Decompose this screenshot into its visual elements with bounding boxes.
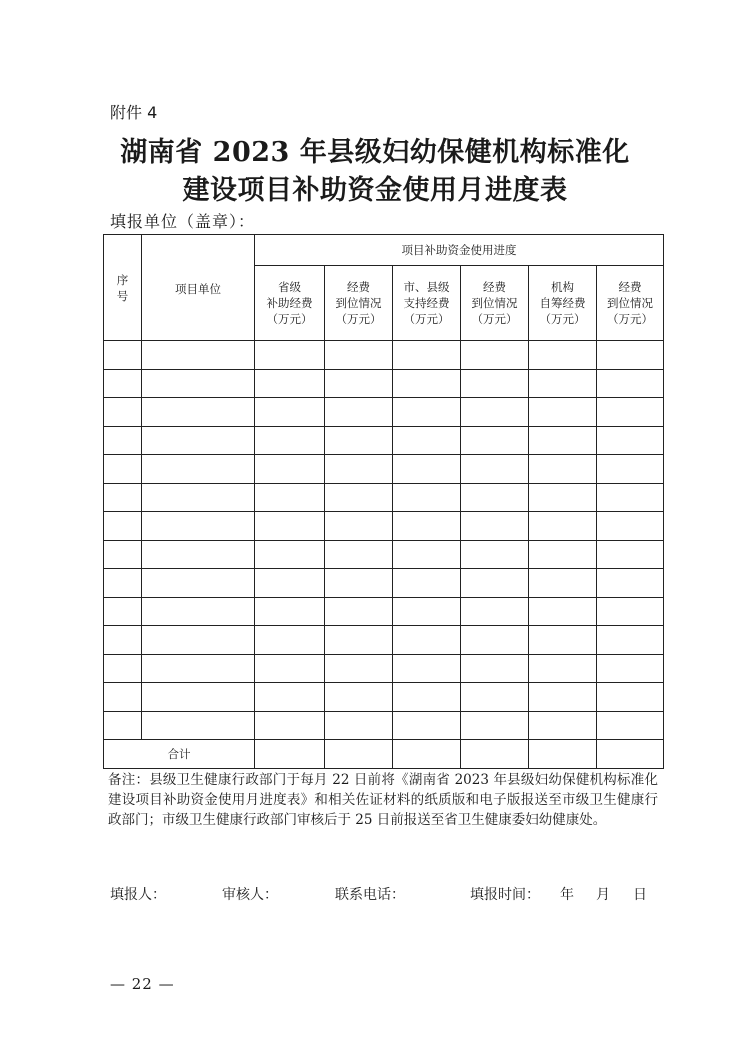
table-cell <box>529 398 597 427</box>
table-cell <box>597 597 664 626</box>
table-cell <box>461 569 529 598</box>
table-cell <box>393 369 461 398</box>
table-cell <box>325 540 393 569</box>
table-cell <box>461 654 529 683</box>
table-cell <box>461 398 529 427</box>
table-row <box>104 683 664 712</box>
page-number: — 22 — <box>110 975 175 993</box>
table-cell <box>104 426 142 455</box>
total-cell <box>529 740 597 769</box>
table-cell <box>393 426 461 455</box>
table-cell <box>104 369 142 398</box>
table-cell <box>597 369 664 398</box>
table-cell <box>104 483 142 512</box>
table-cell <box>529 711 597 740</box>
table-cell <box>393 455 461 484</box>
table-row <box>104 369 664 398</box>
table-cell <box>393 683 461 712</box>
document-title-line1: 湖南省 2023 年县级妇幼保健机构标准化 <box>120 137 630 168</box>
table-cell <box>255 540 325 569</box>
table-cell <box>461 512 529 541</box>
header-city-county-support: 市、县级 支持经费 （万元） <box>393 266 461 341</box>
table-cell <box>142 369 255 398</box>
table-cell <box>255 683 325 712</box>
table-cell <box>529 626 597 655</box>
fill-unit-label: 填报单位（盖章）： <box>110 212 256 231</box>
table-cell <box>142 512 255 541</box>
table-cell <box>104 341 142 370</box>
table-cell <box>325 455 393 484</box>
table-cell <box>461 597 529 626</box>
table-cell <box>597 569 664 598</box>
table-cell <box>597 398 664 427</box>
table-cell <box>325 626 393 655</box>
table-cell <box>597 426 664 455</box>
table-cell <box>325 483 393 512</box>
table-cell <box>255 569 325 598</box>
day-label: 日 <box>633 887 647 903</box>
filler-label: 填报人： <box>110 887 166 903</box>
table-cell <box>255 426 325 455</box>
reviewer-label: 审核人： <box>222 887 278 903</box>
table-cell <box>142 341 255 370</box>
table-cell <box>393 483 461 512</box>
header-self-raised: 机构 自筹经费 （万元） <box>529 266 597 341</box>
table-cell <box>461 426 529 455</box>
table-cell <box>461 540 529 569</box>
table-cell <box>325 398 393 427</box>
table-cell <box>529 483 597 512</box>
table-cell <box>104 512 142 541</box>
fill-time-label: 填报时间： <box>470 887 540 903</box>
table-cell <box>255 597 325 626</box>
table-cell <box>393 654 461 683</box>
table-cell <box>255 341 325 370</box>
table-cell <box>142 455 255 484</box>
remarks-note: 备注：县级卫生健康行政部门于每月 22 日前将《湖南省 2023 年县级妇幼保健机构标准化建设项目补助资金使用月进度表》和相关佐证材料的纸质版和电子版报送至市级卫生健康行政部门；市级卫生健康行政部门审核后于 25 日前报送至省卫生健康委妇幼健康处。 <box>108 772 658 828</box>
table-row <box>104 626 664 655</box>
table-cell <box>142 540 255 569</box>
attachment-label: 附件 4 <box>110 103 158 122</box>
header-arrival-1: 经费 到位情况 （万元） <box>325 266 393 341</box>
table-cell <box>461 455 529 484</box>
table-cell <box>142 654 255 683</box>
table-cell <box>393 341 461 370</box>
table-cell <box>461 683 529 712</box>
table-cell <box>255 398 325 427</box>
table-cell <box>104 654 142 683</box>
table-cell <box>529 569 597 598</box>
total-row <box>104 740 664 769</box>
table-cell <box>325 512 393 541</box>
table-cell <box>142 711 255 740</box>
table-cell <box>529 369 597 398</box>
table-cell <box>461 369 529 398</box>
table-cell <box>325 341 393 370</box>
table-cell <box>104 683 142 712</box>
table-cell <box>325 369 393 398</box>
total-cell <box>597 740 664 769</box>
table-row <box>104 597 664 626</box>
table-cell <box>255 483 325 512</box>
table-cell <box>393 569 461 598</box>
table-row <box>104 654 664 683</box>
table-cell <box>104 540 142 569</box>
table-row <box>104 512 664 541</box>
table-row <box>104 540 664 569</box>
table-cell <box>104 455 142 484</box>
table-cell <box>325 569 393 598</box>
table-cell <box>104 711 142 740</box>
total-label: 合计 <box>104 740 255 769</box>
table-cell <box>529 654 597 683</box>
table-cell <box>529 426 597 455</box>
table-cell <box>142 426 255 455</box>
header-arrival-2: 经费 到位情况 （万元） <box>461 266 529 341</box>
table-cell <box>597 654 664 683</box>
table-cell <box>529 512 597 541</box>
table-row <box>104 398 664 427</box>
table-cell <box>325 654 393 683</box>
table-row <box>104 341 664 370</box>
table-cell <box>393 626 461 655</box>
total-cell <box>325 740 393 769</box>
year-label: 年 <box>560 887 574 903</box>
header-project-unit: 项目单位 <box>142 235 255 341</box>
table-cell <box>597 512 664 541</box>
total-cell <box>393 740 461 769</box>
table-cell <box>597 341 664 370</box>
table-cell <box>142 597 255 626</box>
table-cell <box>461 483 529 512</box>
table-cell <box>597 540 664 569</box>
phone-label: 联系电话： <box>335 887 405 903</box>
table-cell <box>529 455 597 484</box>
table-cell <box>597 711 664 740</box>
table-cell <box>529 341 597 370</box>
table-cell <box>529 683 597 712</box>
table-cell <box>142 626 255 655</box>
table-cell <box>255 654 325 683</box>
table-row <box>104 711 664 740</box>
table-cell <box>325 426 393 455</box>
table-cell <box>142 483 255 512</box>
table-cell <box>255 512 325 541</box>
table-cell <box>393 540 461 569</box>
table-cell <box>461 626 529 655</box>
table-row <box>104 455 664 484</box>
table-row <box>104 483 664 512</box>
header-seq: 序 号 <box>104 235 142 341</box>
table-cell <box>104 569 142 598</box>
table-cell <box>142 569 255 598</box>
table-cell <box>597 626 664 655</box>
table-cell <box>255 711 325 740</box>
table-cell <box>142 398 255 427</box>
table-cell <box>325 683 393 712</box>
header-provincial-subsidy: 省级 补助经费 （万元） <box>255 266 325 341</box>
table-cell <box>597 455 664 484</box>
table-cell <box>393 597 461 626</box>
header-group-progress: 项目补助资金使用进度 <box>255 235 664 266</box>
table-cell <box>255 626 325 655</box>
header-arrival-3: 经费 到位情况 （万元） <box>597 266 664 341</box>
table-cell <box>104 597 142 626</box>
table-cell <box>461 711 529 740</box>
table-cell <box>104 626 142 655</box>
table-cell <box>393 711 461 740</box>
table-cell <box>325 597 393 626</box>
table-cell <box>393 398 461 427</box>
total-cell <box>461 740 529 769</box>
month-label: 月 <box>596 887 610 903</box>
table-cell <box>142 683 255 712</box>
table-cell <box>597 483 664 512</box>
table-cell <box>461 341 529 370</box>
table-cell <box>255 455 325 484</box>
table-cell <box>393 512 461 541</box>
total-cell <box>255 740 325 769</box>
table-cell <box>325 711 393 740</box>
progress-table <box>103 234 664 769</box>
table-cell <box>104 398 142 427</box>
table-cell <box>255 369 325 398</box>
table-cell <box>597 683 664 712</box>
table-row <box>104 426 664 455</box>
table-row <box>104 569 664 598</box>
document-title-line2: 建设项目补助资金使用月进度表 <box>182 175 568 206</box>
table-cell <box>529 597 597 626</box>
table-cell <box>529 540 597 569</box>
